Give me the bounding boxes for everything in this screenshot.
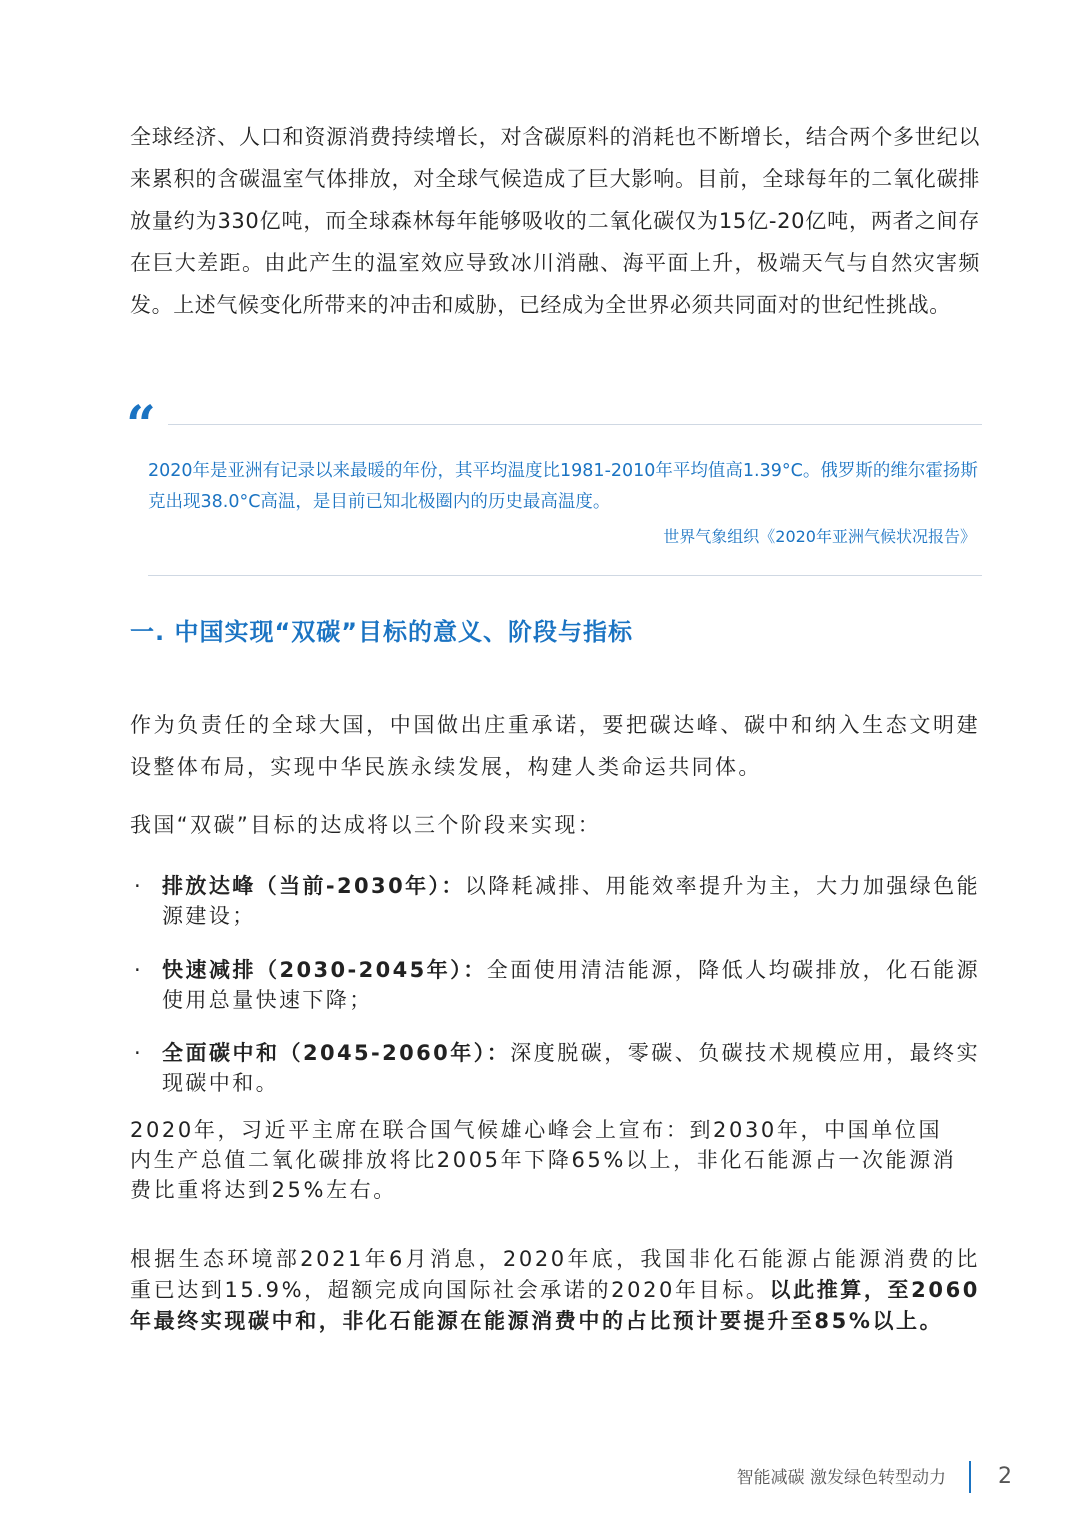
bullet-dot-icon: ·: [134, 1041, 141, 1065]
quote-divider-top: [168, 424, 982, 425]
stage-text: 以降耗减排、用能效率提升为主，大力加强绿色能源建设；: [162, 874, 980, 928]
stage-label: 快速减排（2030-2045年）：: [162, 958, 487, 982]
progress-text: 根据生态环境部2021年6月消息，2020年底，我国非化石能源占能源消费的比重已达到15.9%，超额完成向国际社会承诺的2020年目标。: [130, 1247, 980, 1302]
quote-text: 2020年是亚洲有记录以来最暖的年份，其平均温度比1981-2010年平均值高1.39°C。俄罗斯的维尔霍扬斯克出现38.0°C高温，是目前已知北极圈内的历史最高温度。: [148, 461, 978, 512]
announcement-line: 费比重将达到25%左右。: [130, 1178, 397, 1202]
stage-text: 深度脱碳，零碳、负碳技术规模应用，最终实现碳中和。: [162, 1041, 981, 1095]
quote-divider-bottom: [148, 575, 982, 576]
quote-mark-icon: “: [126, 395, 156, 456]
announcement-paragraph: [130, 1115, 980, 1205]
intro-paragraph: 全球经济、人口和资源消费持续增长，对含碳原料的消耗也不断增长，结合两个多世纪以来累积的含碳温室气体排放，对全球气候造成了巨大影响。目前，全球每年的二氧化碳排放量约为330亿吨，而全球森林每年能够吸收的二氧化碳仅为15亿-20亿吨，两者之间存在巨大差距。由此产生的温室效应导致冰川消融、海平面上升，极端天气与自然灾害频发。上述气候变化所带来的冲击和威胁，已经成为全世界必须共同面对的世纪性挑战。: [130, 125, 980, 317]
footer-divider: [969, 1461, 971, 1493]
page-number: 2: [998, 1464, 1012, 1489]
bullet-dot-icon: ·: [134, 958, 141, 982]
progress-paragraph: [130, 1244, 980, 1337]
stage-body: [162, 1038, 980, 1098]
stage-label: 全面碳中和（2045-2060年）：: [162, 1041, 511, 1065]
bullet-dot-icon: ·: [134, 874, 141, 898]
announcement-line: 内生产总值二氧化碳排放将比2005年下降65%以上，非化石能源占一次能源消: [130, 1148, 957, 1172]
commitment-paragraph: 作为负责任的全球大国，中国做出庄重承诺，要把碳达峰、碳中和纳入生态文明建设整体布局，实现中华民族永续发展，构建人类命运共同体。: [130, 713, 980, 779]
quote-source: 世界气象组织《2020年亚洲气候状况报告》: [663, 527, 976, 546]
stage-body: [162, 871, 980, 931]
section-heading: 一. 中国实现“双碳”目标的意义、阶段与指标: [130, 618, 634, 646]
progress-highlight: 以此推算，至2060年最终实现碳中和，非化石能源在能源消费中的占比预计要提升至85%以上。: [130, 1278, 980, 1333]
stage-text: 全面使用清洁能源，降低人均碳排放，化石能源使用总量快速下降；: [162, 958, 980, 1012]
announcement-line: 2020年，习近平主席在联合国气候雄心峰会上宣布：到2030年，中国单位国: [130, 1118, 943, 1142]
stage-body: [162, 955, 980, 1015]
stage-label: 排放达峰（当前-2030年）：: [162, 874, 465, 898]
stages-intro-paragraph: 我国“双碳”目标的达成将以三个阶段来实现：: [130, 813, 602, 837]
footer-title: 智能减碳 激发绿色转型动力: [736, 1468, 946, 1488]
